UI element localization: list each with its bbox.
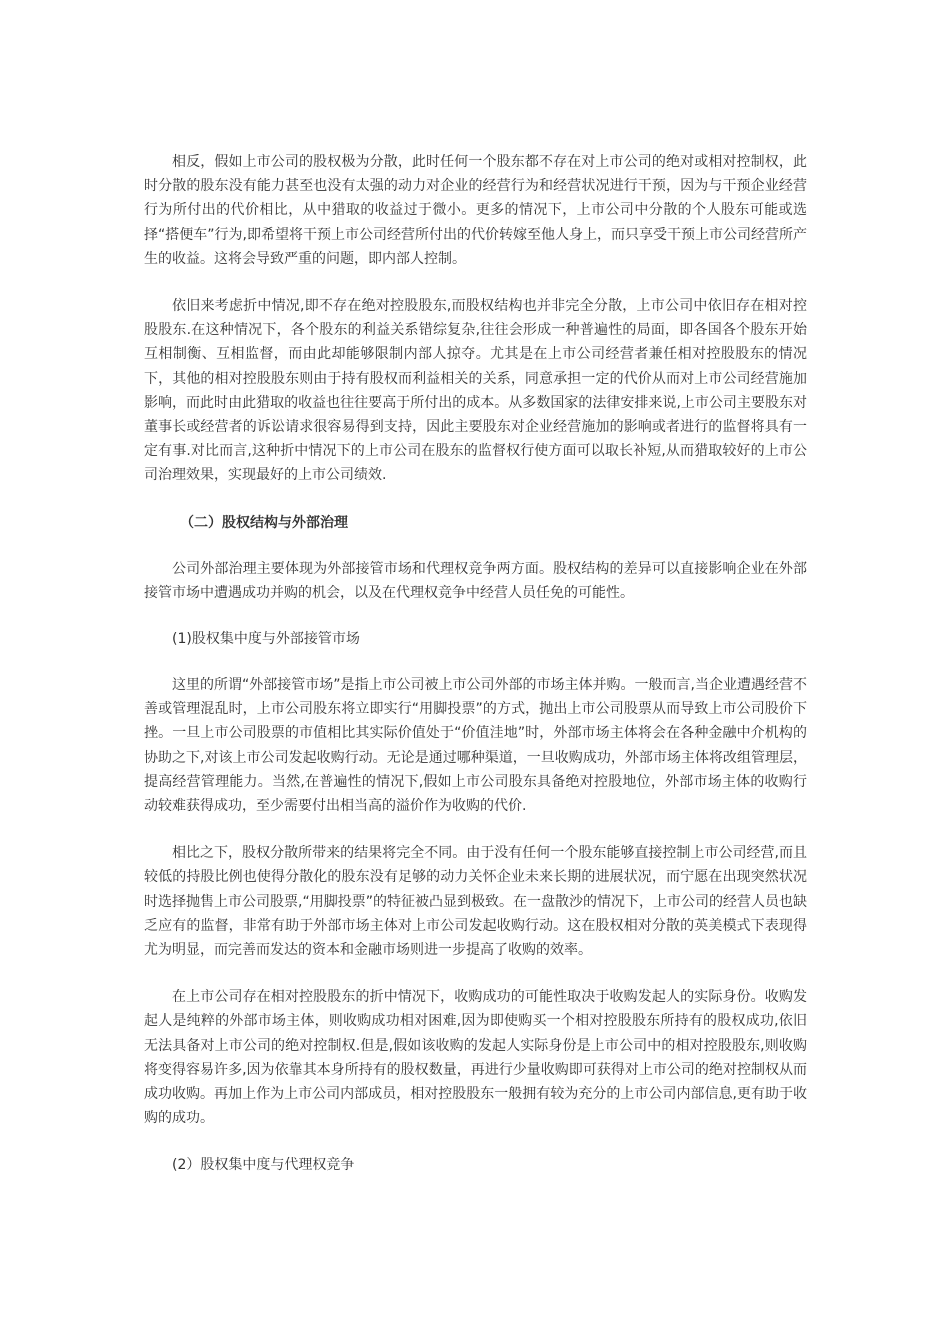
section-heading-external-governance: （二）股权结构与外部治理	[180, 514, 348, 531]
paragraph-spacer	[144, 651, 807, 673]
paragraph-spacer	[144, 271, 807, 294]
subheading-takeover-market: (1)股权集中度与外部接管市场	[172, 631, 360, 648]
paragraph-takeover-market-definition: 这里的所谓“外部接管市场”是指上市公司被上市公司外部的市场主体并购。一般而言,当企业遭遇经营不善或管理混乱时，上市公司股东将立即实行“用脚投票”的方式，抛出上市公司股票从而导致上市公司股价下挫。一旦上市公司股票的市值相比其实际价值处于“价值洼地”时，外部市场主体将会在各种金融中介机构的协助之下,对该上市公司发起收购行动。无论是通过哪种渠道，一旦收购成功，外部市场主体将改组管理层，提高经营管理能力。当然,在普遍性的情况下,假如上市公司股东具备绝对控股地位，外部市场主体的收购行动较难获得成功，至少需要付出相当高的溢价作为收购的代价.	[144, 677, 807, 815]
paragraph-spacer	[144, 605, 807, 627]
subheading-proxy-contest: (2）股权集中度与代理权竞争	[172, 1156, 355, 1173]
paragraph-spacer	[144, 488, 807, 511]
paragraph-dispersed-takeover: 相比之下，股权分散所带来的结果将完全不同。由于没有任何一个股东能够直接控制上市公司经营,而且较低的持股比例也使得分散化的股东没有足够的动力关怀企业未来长期的进展状况，而宁愿在出现突然状况时选择抛售上市公司股票,“用脚投票”的特征被凸显到极致。在一盘散沙的情况下，上市公司的经营人员也缺乏应有的监督，非常有助于外部市场主体对上市公司发起收购行动。这在股权相对分散的英美模式下表现得尤为明显，而完善而发达的资本和金融市场则进一步提高了收购的效率。	[144, 845, 807, 959]
paragraph-spacer	[144, 962, 807, 985]
paragraph-relative-control-takeover: 在上市公司存在相对控股股东的折中情况下，收购成功的可能性取决于收购发起人的实际身份。收购发起人是纯粹的外部市场主体，则收购成功相对困难,因为即使购买一个相对控股股东所持有的股权成功,依旧无法具备对上市公司的绝对控制权.但是,假如该收购的发起人实际身份是上市公司中的相对控股股东,则收购将变得容易许多,因为依靠其本身所持有的股权数量，再进行少量收购即可获得对上市公司的绝对控制权从而成功收购。再加上作为上市公司内部成员，相对控股股东一般拥有较为充分的上市公司内部信息,更有助于收购的成功。	[144, 989, 807, 1127]
paragraph-dispersed-ownership: 相反，假如上市公司的股权极为分散，此时任何一个股东都不存在对上市公司的绝对或相对控制权，此时分散的股东没有能力甚至也没有太强的动力对企业的经营行为和经营状况进行干预，因为与干预企业经营行为所付出的代价相比，从中猎取的收益过于微小。更多的情况下，上市公司中分散的个人股东可能或选择“搭便车”行为,即希望将干预上市公司经营所付出的代价转嫁至他人身上，而只享受干预上市公司经营所产生的收益。这将会导致严重的问题，即内部人控制。	[144, 154, 807, 267]
paragraph-spacer	[144, 535, 807, 557]
document-page	[144, 150, 807, 1177]
paragraph-spacer	[144, 1131, 807, 1153]
paragraph-spacer	[144, 818, 807, 841]
paragraph-external-governance-intro: 公司外部治理主要体现为外部接管市场和代理权竞争两方面。股权结构的差异可以直接影响企业在外部接管市场中遭遇成功并购的机会，以及在代理权竞争中经营人员任免的可能性。	[144, 560, 807, 601]
paragraph-compromise-case: 依旧来考虑折中情况,即不存在绝对控股股东,而股权结构也并非完全分散，上市公司中依旧存在相对控股股东.在这种情况下，各个股东的利益关系错综复杂,往往会形成一种普遍性的局面，即各国各个股东开始互相制衡、互相监督，而由此却能够限制内部人掠夺。尤其是在上市公司经营者兼任相对控股股东的情况下，其他的相对控股股东则由于持有股权而利益相关的关系，同意承担一定的代价从而对上市公司经营施加影响，而此时由此猎取的收益也往往要高于所付出的成本。从多数国家的法律安排来说,上市公司主要股东对董事长或经营者的诉讼请求很容易得到支持，因此主要股东对企业经营施加的影响或者进行的监督将具有一定有事.对比而言,这种折中情况下的上市公司在股东的监督权行使方面可以取长补短,从而猎取较好的上市公司治理效果，实现最好的上市公司绩效.	[144, 298, 807, 484]
